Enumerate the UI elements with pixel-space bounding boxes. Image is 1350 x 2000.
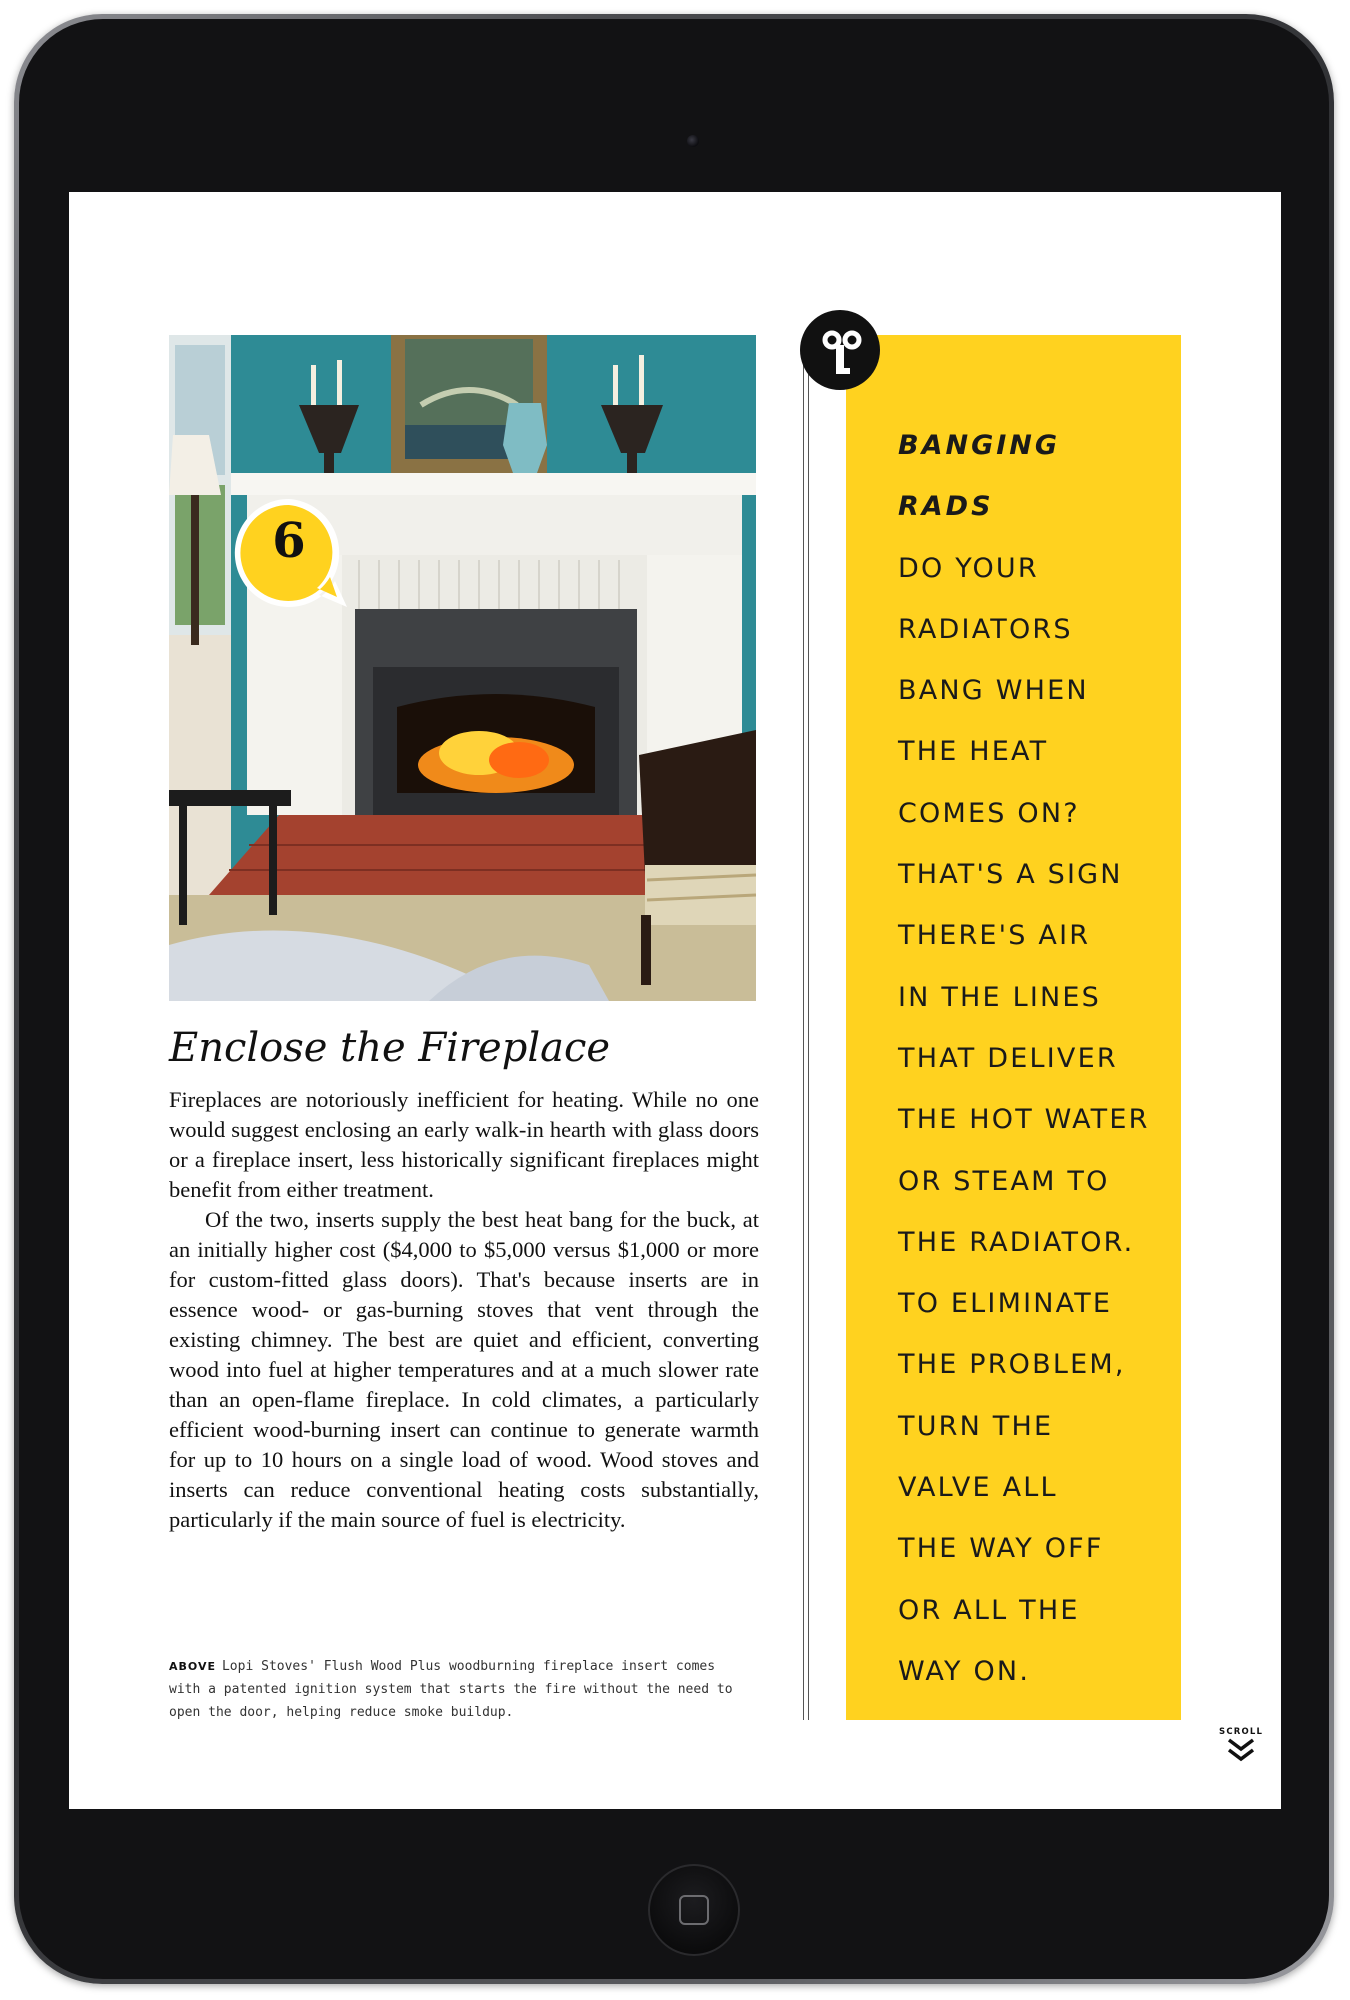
sidebar-body-line: IN THE LINES bbox=[898, 981, 1101, 1013]
fireplace-photo bbox=[169, 335, 756, 1001]
article-paragraph: Of the two, inserts supply the best heat bang for the buck, at an initially higher cost ($4,000 to $5,000 versus $1,000 or more for custom-fitted glass doors). That's because inserts are in essence wood- or gas-burning stoves that vent through the existing chimney. The best are quiet and efficient, converting wood into fuel at higher temperatures and at a much slower rate than an open-flame fireplace. In cold climates, a particularly efficient wood-burning insert can continue to generate warmth for up to 10 hours on a single load of wood. Wood stoves and inserts can reduce conventional heating costs substantially, particularly if the main source of fuel is electricity. bbox=[169, 1207, 759, 1532]
column-divider bbox=[808, 335, 809, 1720]
caption-text: Lopi Stoves' Flush Wood Plus woodburning fireplace insert comes with a patented ignition system that starts the fire without the need to open the door, helping reduce smoke buildup. bbox=[169, 1659, 733, 1720]
sidebar-body-line: THE HOT WATER bbox=[898, 1104, 1150, 1136]
column-divider bbox=[803, 335, 804, 1720]
sidebar-tip-box bbox=[846, 335, 1181, 1720]
home-button[interactable] bbox=[648, 1864, 740, 1956]
sidebar-body-line: TO ELIMINATE bbox=[898, 1288, 1113, 1320]
sidebar-title-line: RADS bbox=[898, 491, 994, 523]
sidebar-body-line: VALVE ALL bbox=[898, 1472, 1058, 1504]
sidebar-body-line: THERE'S AIR bbox=[898, 920, 1091, 952]
sidebar-body-line: WAY ON. bbox=[898, 1655, 1031, 1687]
double-chevron-down-icon bbox=[1225, 1737, 1257, 1763]
sidebar-body-line: THE WAY OFF bbox=[898, 1533, 1104, 1565]
scroll-label: SCROLL bbox=[1219, 1727, 1264, 1737]
sidebar-text bbox=[898, 415, 1178, 1702]
sidebar-body-line: OR STEAM TO bbox=[898, 1165, 1110, 1197]
sidebar-body-line: DO YOUR bbox=[898, 552, 1039, 584]
sidebar-body-line: THE PROBLEM, bbox=[898, 1349, 1126, 1381]
front-camera bbox=[687, 135, 699, 147]
article-paragraph: Fireplaces are notoriously inefficient for heating. While no one would suggest enclosing an early walk-in hearth with glass doors or a fireplace insert, less historically significant fireplaces might benefit from either treatment. bbox=[169, 1087, 759, 1202]
sidebar-body-line: THE RADIATOR. bbox=[898, 1226, 1135, 1258]
caption-label: ABOVE bbox=[169, 1660, 216, 1673]
sidebar-body-line: RADIATORS bbox=[898, 613, 1073, 645]
sidebar-title-line: BANGING bbox=[898, 430, 1061, 461]
sidebar-body-line: THE HEAT bbox=[898, 736, 1049, 768]
sidebar-body-line: OR ALL THE bbox=[898, 1594, 1080, 1626]
sidebar-body-line: TURN THE bbox=[898, 1410, 1054, 1442]
scroll-hint[interactable] bbox=[1219, 1727, 1263, 1768]
home-button-square-icon bbox=[679, 1895, 709, 1925]
sidebar-body-line: BANG WHEN bbox=[898, 675, 1089, 707]
article-number: 6 bbox=[272, 513, 306, 569]
article-number-badge bbox=[231, 495, 347, 611]
magazine-page[interactable] bbox=[69, 192, 1281, 1809]
article-body bbox=[169, 1085, 759, 1535]
sidebar-body-line: COMES ON? bbox=[898, 797, 1080, 829]
radiator-key-icon bbox=[800, 310, 880, 390]
photo-caption bbox=[169, 1655, 754, 1724]
article-headline: Enclose the Fireplace bbox=[169, 1025, 611, 1071]
sidebar-body-line: THAT'S A SIGN bbox=[898, 859, 1123, 891]
fireplace-illustration bbox=[169, 335, 756, 1001]
sidebar-body-line: THAT DELIVER bbox=[898, 1042, 1118, 1074]
